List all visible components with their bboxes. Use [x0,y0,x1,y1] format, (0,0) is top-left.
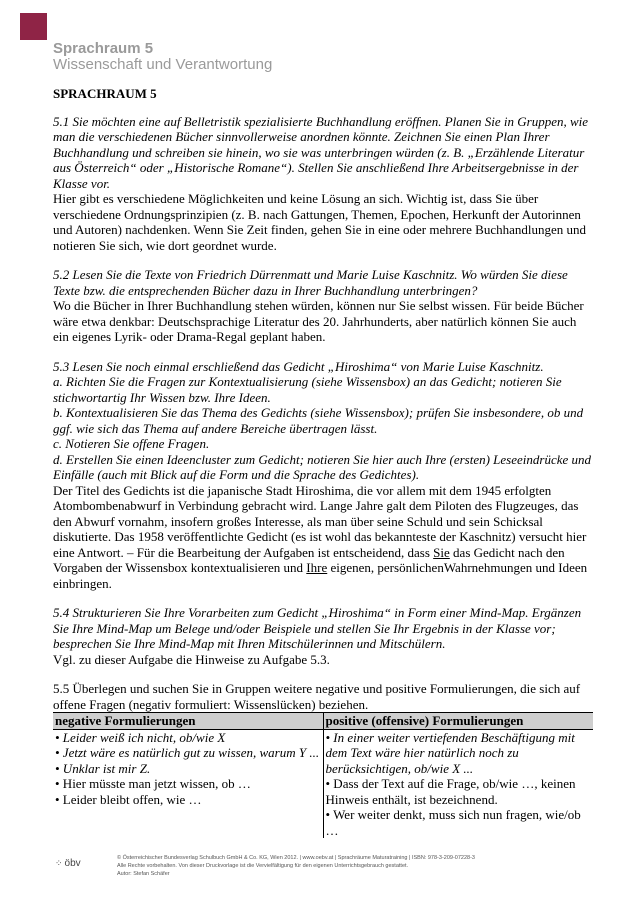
footer-line-2: Alle Rechte vorbehalten. Von dieser Druckvorlage ist die Vervielfältigung für den eigenen Unterrichtsgebrauch gestattet. [117,863,409,869]
publisher-logo [55,858,81,869]
brand-square-logo [20,13,47,40]
positive-column [323,729,593,838]
table-cell-item: • Leider bleibt offen, wie … [55,791,202,807]
document-title: SPRACHRAUM 5 [53,86,157,101]
task-5-3-answer-part2: das Gedicht nach den Vorgaben der Wissensbox kontextualisieren und [53,544,565,575]
task-5-3-answer [53,483,593,592]
task-5-5 [53,681,593,838]
task-5-3-answer-underline-sie: Sie [433,544,450,560]
task-5-3-a: a. Richten Sie die Fragen zur Kontextualisierung (siehe Wissensbox) an das Gedicht; notieren Sie stichwortartig Ihr Wissen bzw. Ihre Ideen. [53,374,562,405]
task-5-2 [53,267,593,345]
table-header-positive: positive (offensive) Formulierungen [323,713,593,730]
task-5-3 [53,359,593,592]
formulations-table [53,712,593,838]
task-5-3-answer-underline-ihre: Ihre [306,560,328,575]
task-5-3-answer-part3: eigenen, persönlichenWahrnehmungen und Ideen einbringen. [53,560,588,591]
task-5-2-question: 5.2 Lesen Sie die Texte von Friedrich Dürrenmatt und Marie Luise Kaschnitz. Wo würden Sie diese Texte bzw. die entsprechenden Bücher dazu in Ihrer Buchhandlung unterbringen? [53,267,568,298]
task-5-1 [53,114,593,254]
task-5-2-answer: Wo die Bücher in Ihrer Buchhandlung stehen würden, können nur Sie selbst wissen. Für beide Bücher wäre etwa denkbar: Deutschsprachige Literatur des 20. Jahrhunderts, aber natürlich können Sie auch ein eigenes Lyrik- oder Drama-Regal geplant haben. [53,298,584,344]
footer-line-3: Autor: Stefan Schäfer [117,871,170,877]
task-5-3-answer-part1: Der Titel des Gedichts ist die japanische Stadt Hiroshima, die vor allem mit dem 1945 erfolgten Atombombenabwurf in Verbindung gebracht wird. Lange Jahre galt dem Piloten des Flugzeuges, das den Abwurf vornahm, insofern großes Interesse, als man über seine Schuld und sein Schicksal diskutierte. Das 1958 veröffentlichte Gedicht (es ist wohl das bekannteste der Kaschnitz) versucht hier eine Antwort. – Für die Bearbeitung der Aufgaben ist entscheidend, dass [53,482,587,560]
header-subtitle: Wissenschaft und Verantwortung [53,56,273,73]
table-cell-item: • Hier müsste man jetzt wissen, ob … [55,776,251,791]
task-5-3-intro: 5.3 Lesen Sie noch einmal erschließend das Gedicht „Hiroshima“ von Marie Luise Kaschnitz. [53,358,544,374]
table-cell-item: • Leider weiß ich nicht, ob/wie X [55,729,226,745]
task-5-1-answer: Hier gibt es verschiedene Möglichkeiten und keine Lösung an sich. Wichtig ist, dass Sie über verschiedene Ordnungsprinzipien (z. B. nach Gattungen, Themen, Epochen, Herkunft der Autorinnen und Autoren) nachdenken. Wenn Sie Zeit finden, gehen Sie in eine oder mehrere Buchhandlungen und notieren Sie sich, wie dort geordnet wurde. [53,191,586,253]
task-5-3-b: b. Kontextualisieren Sie das Thema des Gedichts (siehe Wissensbox); prüfen Sie insbesondere, ob und ggf. wie sich das Thema auf andere Bereiche übertragen lässt. [53,405,584,436]
table-cell-item: • Dass der Text auf die Frage, ob/wie …, keinen Hinweis enthält, ist bezeichnend. [325,776,576,807]
table-cell-item: • Wer weiter denkt, muss sich nun fragen, wie/ob … [325,807,581,838]
header-title: Sprachraum 5 [53,40,154,57]
footer-copyright [117,854,587,878]
task-5-4-question: 5.4 Strukturieren Sie Ihre Vorarbeiten zum Gedicht „Hiroshima“ in Form einer Mind-Map. Ergänzen Sie Ihre Mind-Map um Belege und/oder Beispiele und stellen Sie Ihr Ergebnis in der Klasse vor; besprechen Sie Ihre Mind-Map mit Ihren Mitschülerinnen und Mitschülern. [53,605,582,651]
table-header-negative: negative Formulierungen [53,713,323,730]
task-5-5-question: 5.5 Überlegen und suchen Sie in Gruppen weitere negative und positive Formulierungen, die sich auf offene Fragen (negativ formuliert: Wissenslücken) beziehen. [53,681,581,712]
table-cell-item: • Unklar ist mir Z. [55,760,151,776]
logo-dots-icon: ⁘ [55,858,62,868]
document-body [53,86,593,838]
negative-column [53,729,323,838]
task-5-1-question: 5.1 Sie möchten eine auf Belletristik spezialisierte Buchhandlung eröffnen. Planen Sie in Gruppen, wie man die verschiedenen Bücher sinnvollerweise anordnen könnte. Zeichnen Sie einen Plan Ihrer Buchhandlung und schreiben sie hinein, wo sie was unterbringen würden (z. B. „Erzählende Literatur aus Österreich“ oder „Historische Romane“). Stellen Sie anschließend Ihre Arbeitsergebnisse in der Klasse vor. [53,113,589,191]
table-cell-item: • In einer weiter vertiefenden Beschäftigung mit dem Text wäre hier natürlich noch zu berücksichtigen, ob/wie X ... [325,729,575,776]
table-cell-item: • Jetzt wäre es natürlich gut zu wissen, warum Y ... [55,745,320,760]
task-5-3-d: d. Erstellen Sie einen Ideencluster zum Gedicht; notieren Sie hier auch Ihre (ersten) Leseeindrücke und Einfälle (auch mit Blick auf die Form und die Sprache des Gedichtes). [53,451,592,482]
publisher-logo-text: öbv [64,858,81,869]
task-5-4 [53,605,593,667]
footer-line-1: © Österreichischer Bundesverlag Schulbuch GmbH & Co. KG, Wien 2012. | www.oebv.at | Sprachräume Maturatraining | ISBN: 978-3-209-07228-3 [117,855,475,861]
task-5-3-c: c. Notieren Sie offene Fragen. [53,436,210,451]
task-5-4-answer: Vgl. zu dieser Aufgabe die Hinweise zu Aufgabe 5.3. [53,651,330,667]
